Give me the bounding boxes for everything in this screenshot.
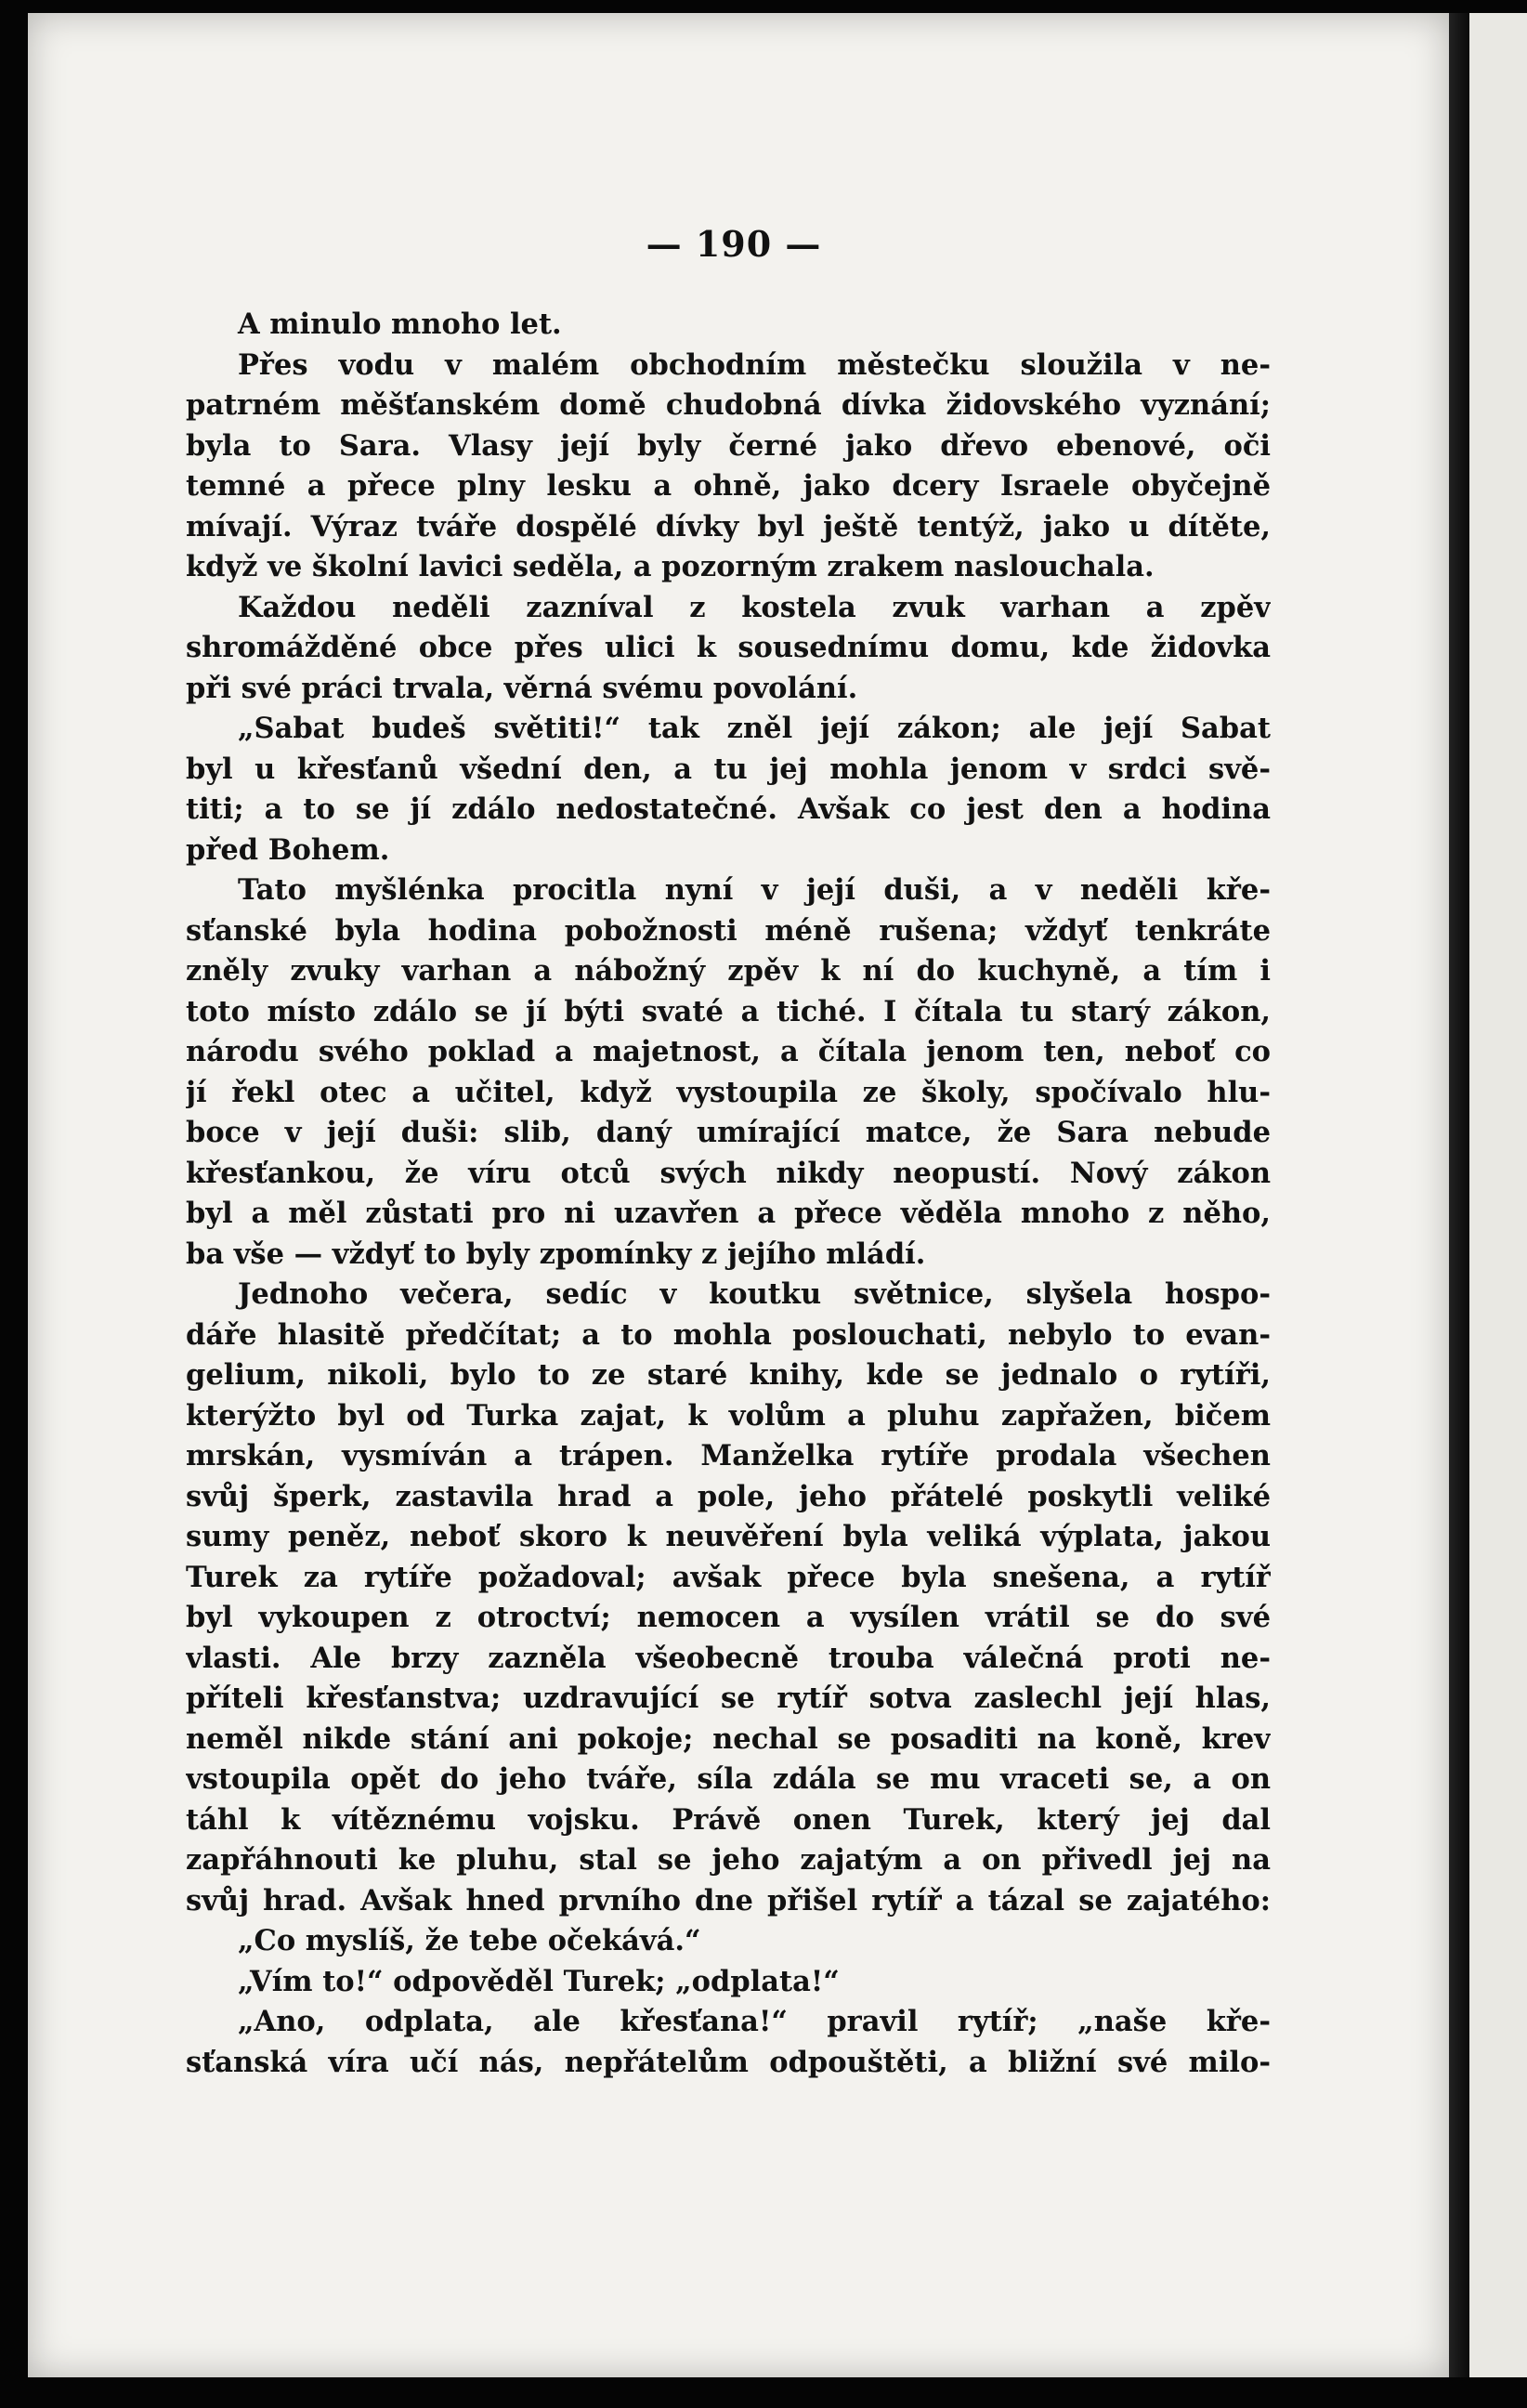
text-line: jí řekl otec a učitel, když vystoupila ze školy, spočívalo hlu-	[186, 1075, 1271, 1109]
text-line: příteli křesťanstva; uzdravující se rytíř sotva zaslechl její hlas,	[186, 1682, 1271, 1715]
text-line: byla to Sara. Vlasy její byly černé jako dřevo ebenové, oči	[186, 428, 1271, 463]
text-line: Tato myšlénka procitla nyní v její duši, a v neděli kře-	[238, 873, 1271, 907]
text-line: A minulo mnoho let.	[238, 308, 562, 341]
text-line: když ve školní lavici seděla, a pozorným zrakem naslouchala.	[186, 550, 1155, 583]
text-line: byl u křesťanů všední den, a tu jej mohla jenom v srdci svě-	[186, 752, 1271, 786]
text-line: „Ano, odplata, ale křesťana!“ pravil rytíř; „naše kře-	[238, 2005, 1271, 2038]
text-line: patrném měšťanském domě chudobná dívka židovského vyznání;	[186, 388, 1271, 422]
text-line: Jednoho večera, sedíc v koutku světnice, slyšela hospo-	[238, 1277, 1271, 1311]
text-line: neměl nikde stání ani pokoje; nechal se posaditi na koně, krev	[186, 1721, 1271, 1756]
text-line: „Vím to!“ odpověděl Turek; „odplata!“	[238, 1964, 840, 1998]
text-line: sumy peněz, neboť skoro k neuvěření byla veliká výplata, jakou	[186, 1520, 1271, 1553]
text-line: zapřáhnouti ke pluhu, stal se jeho zajatým a on přivedl jej na	[186, 1843, 1271, 1877]
text-line: Přes vodu v malém obchodním městečku sloužila v ne-	[238, 347, 1271, 382]
page-gutter-shadow	[1449, 13, 1469, 2377]
body-text	[186, 305, 1271, 2083]
text-line: svůj šperk, zastavila hrad a pole, jeho přátelé poskytli veliké	[186, 1479, 1271, 1513]
text-line: Každou neděli zazníval z kostela zvuk varhan a zpěv	[238, 590, 1271, 624]
text-line: národu svého poklad a majetnost, a čítala jenom ten, neboť co	[186, 1035, 1271, 1068]
text-line: dáře hlasitě předčítat; a to mohla poslouchati, nebylo to evan-	[186, 1317, 1271, 1352]
text-line: „Sabat budeš světiti!“ tak zněl její zákon; ale její Sabat	[238, 712, 1271, 745]
text-line: táhl k vítěznému vojsku. Právě onen Turek, který jej dal	[186, 1802, 1271, 1837]
text-line: titi; a to se jí zdálo nedostatečné. Avšak co jest den a hodina	[186, 792, 1271, 826]
text-line: mívají. Výraz tváře dospělé dívky byl ještě tentýž, jako u dítěte,	[186, 509, 1271, 543]
text-line: ba vše — vždyť to byly zpomínky z jejího mládí.	[186, 1237, 926, 1271]
text-line: vlasti. Ale brzy zazněla všeobecně trouba válečná proti ne-	[186, 1641, 1271, 1675]
text-line: mrskán, vysmíván a trápen. Manželka rytíře prodala všechen	[186, 1439, 1271, 1472]
text-line: byl a měl zůstati pro ni uzavřen a přece věděla mnoho z něho,	[186, 1197, 1271, 1230]
text-line: gelium, nikoli, bylo to ze staré knihy, kde se jednalo o rytíři,	[186, 1358, 1271, 1392]
text-line: křesťankou, že víru otců svých nikdy neopustí. Nový zákon	[186, 1156, 1271, 1190]
adjacent-page-edge	[1469, 13, 1527, 2377]
text-line: při své práci trvala, věrná svému povolání.	[186, 671, 858, 705]
text-line: vstoupila opět do jeho tváře, síla zdála se mu vraceti se, a on	[186, 1762, 1271, 1796]
text-line: sťanská víra učí nás, nepřátelům odpouštěti, a bližní své milo-	[186, 2045, 1271, 2079]
text-line: Turek za rytíře požadoval; avšak přece byla snešena, a rytíř	[186, 1560, 1271, 1594]
text-line: svůj hrad. Avšak hned prvního dne přišel rytíř a tázal se zajatého:	[186, 1883, 1271, 1917]
text-line: sťanské byla hodina pobožnosti méně rušena; vždyť tenkráte	[186, 913, 1271, 948]
text-line: před Bohem.	[186, 832, 390, 867]
text-line: temné a přece plny lesku a ohně, jako dcery Israele obyčejně	[186, 469, 1271, 503]
text-line: toto místo zdálo se jí býti svaté a tiché. I čítala tu starý zákon,	[186, 994, 1271, 1028]
text-line: „Co myslíš, že tebe očekává.“	[238, 1924, 701, 1957]
text-line: boce v její duši: slib, daný umírající matce, že Sara nebude	[186, 1116, 1271, 1149]
text-line: byl vykoupen z otroctví; nemocen a vysílen vrátil se do své	[186, 1601, 1271, 1634]
text-line: kterýžto byl od Turka zajat, k volům a pluhu zapřažen, bičem	[186, 1398, 1271, 1433]
text-line: zněly zvuky varhan a nábožný zpěv k ní do kuchyně, a tím i	[186, 954, 1271, 988]
page-number: — 190 —	[646, 223, 822, 265]
text-line: shromážděné obce přes ulici k sousednímu domu, kde židovka	[186, 631, 1271, 664]
